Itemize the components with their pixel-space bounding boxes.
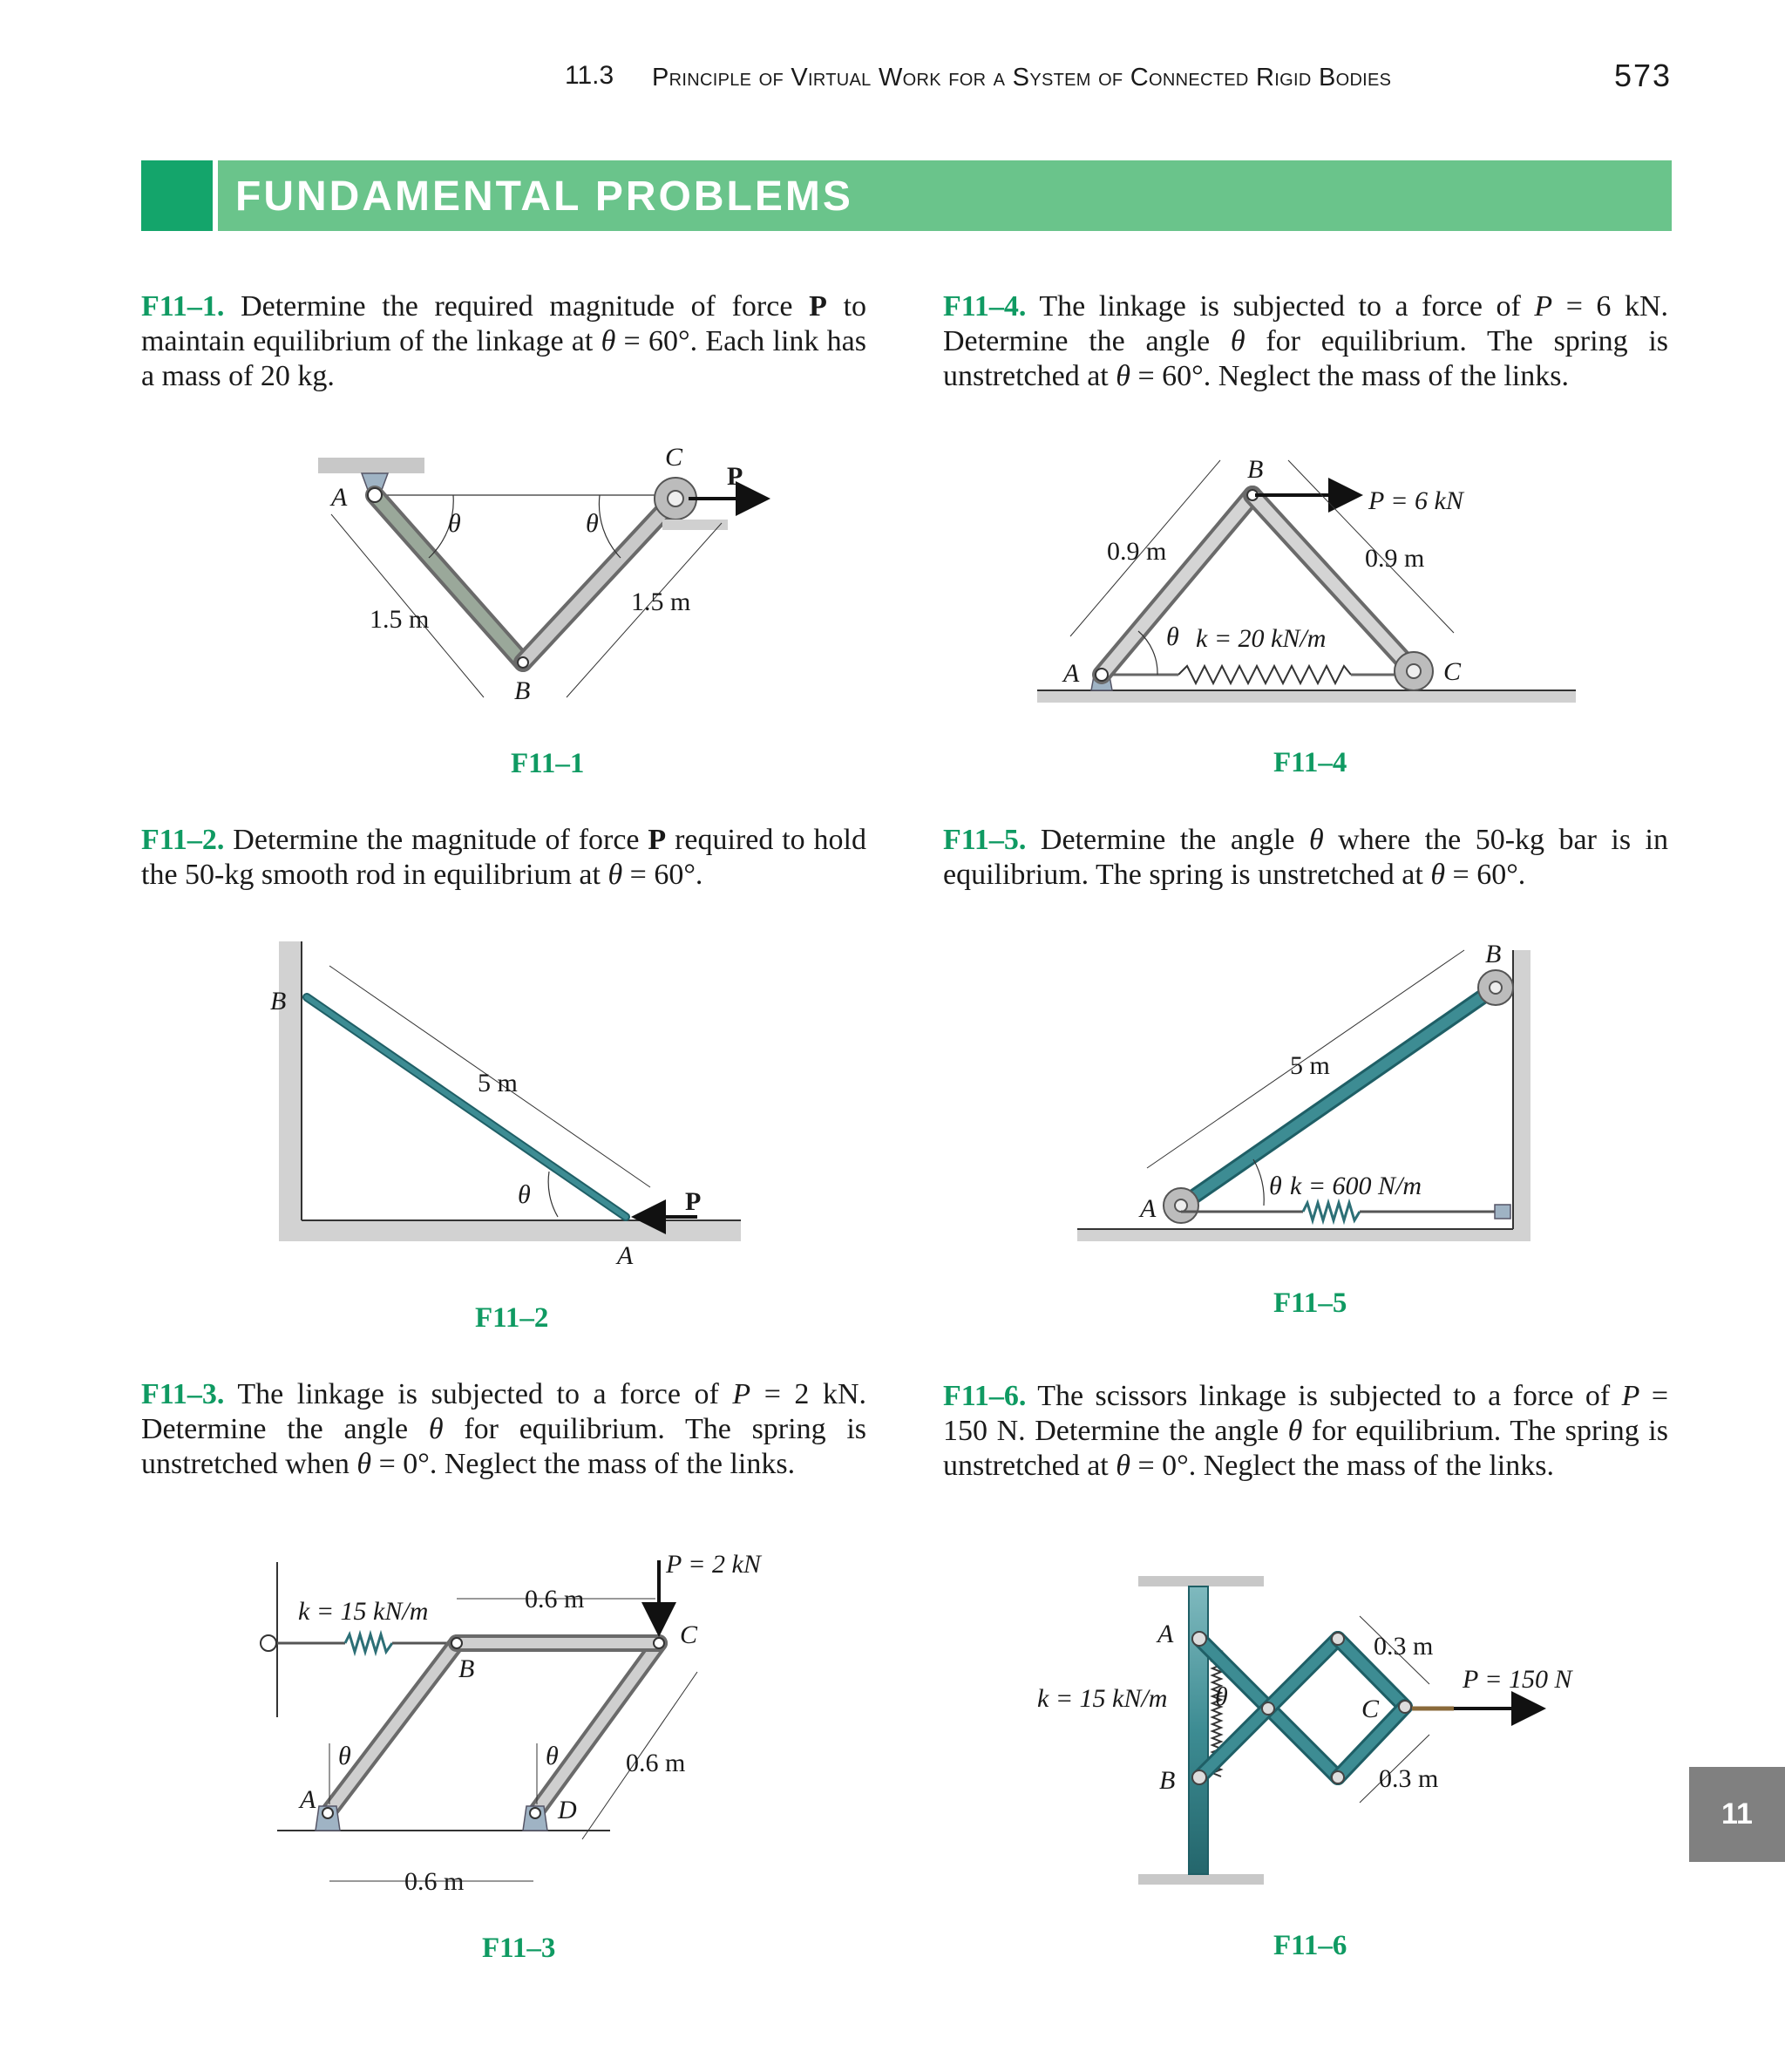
problem-text: The linkage is subjected to a force of P = 6 kN. Determine the angle θ for equilibrium. The spring is unstretched at θ = 60°. Neglect the mass of the links.: [943, 290, 1669, 392]
label-p: P: [685, 1187, 702, 1216]
label-length-bc: 0.9 m: [1365, 544, 1425, 573]
label-length-upper: 0.3 m: [1374, 1632, 1434, 1661]
spring: [345, 1634, 392, 1652]
label-b: B: [1247, 455, 1264, 484]
pin-c: [1399, 1701, 1411, 1713]
label-theta-right: θ: [586, 509, 599, 538]
angle-arc: [1253, 1159, 1264, 1206]
problem-text: Determine the angle θ where the 50-kg bar is in equilibrium. The spring is unstretched at θ = 60°.: [943, 824, 1669, 891]
problem-id: F11–6.: [943, 1380, 1027, 1412]
label-p: P: [727, 462, 743, 491]
label-top-length: 0.6 m: [525, 1585, 585, 1613]
problem-text: The scissors linkage is subjected to a force of P = 150 N. Determine the angle θ for equilibrium. The spring is unstretched at θ = 0°. Neglect the mass of the links.: [943, 1380, 1668, 1482]
problem-id: F11–1.: [141, 290, 225, 323]
pin-b: [1192, 1770, 1206, 1784]
problem-id: F11–2.: [141, 824, 225, 856]
problem-text: Determine the magnitude of force P required to hold the 50-kg smooth rod in equilibrium at θ = 60°.: [141, 824, 866, 891]
spring: [1178, 666, 1351, 683]
problem-text: The linkage is subjected to a force of P = 2 kN. Determine the angle θ for equilibrium. The spring is unstretched when θ = 0°. Neglect the mass of the links.: [141, 1378, 867, 1480]
banner-title: FUNDAMENTAL PROBLEMS: [235, 173, 853, 220]
problem-id: F11–5.: [943, 824, 1027, 856]
section-number: 11.3: [565, 61, 614, 90]
label-p: P = 2 kN: [666, 1550, 761, 1579]
label-theta-left: θ: [448, 509, 461, 538]
pin-a: [1192, 1632, 1206, 1646]
label-bottom-length: 0.6 m: [404, 1867, 465, 1896]
section-title: Principle of Virtual Work for a System of Connected Rigid Bodies: [652, 64, 1392, 92]
label-c: C: [1443, 657, 1462, 686]
figure-label-f11-3: F11–3: [482, 1933, 556, 1964]
label-length-bc: 1.5 m: [631, 588, 691, 616]
figure-label-f11-2: F11–2: [475, 1302, 549, 1334]
angle-arc: [548, 1172, 558, 1217]
pin-center: [1262, 1702, 1274, 1715]
figure-f11-5: [1077, 940, 1530, 1241]
figure-f11-6: [1037, 1576, 1574, 1885]
label-a: A: [1063, 659, 1080, 688]
page-number: 573: [1614, 58, 1673, 93]
label-right-length: 0.6 m: [626, 1749, 686, 1777]
label-c: C: [665, 443, 683, 472]
pin-upper: [1332, 1633, 1344, 1645]
label-length-lower: 0.3 m: [1379, 1764, 1439, 1793]
label-theta: θ: [1166, 622, 1179, 651]
label-p: P = 6 kN: [1368, 486, 1463, 515]
label-spring-k: k = 15 kN/m: [298, 1597, 429, 1626]
guide-shaft: [1189, 1586, 1208, 1874]
pin-a: [368, 488, 382, 502]
label-a: A: [331, 483, 348, 512]
figure-label-f11-1: F11–1: [511, 748, 585, 779]
ground: [1037, 690, 1576, 703]
label-spring-k: k = 15 kN/m: [1037, 1684, 1168, 1713]
label-theta: θ: [518, 1180, 531, 1209]
label-spring-k: k = 600 N/m: [1290, 1172, 1422, 1200]
label-theta: θ: [1215, 1682, 1228, 1711]
chapter-tab: 11: [1689, 1767, 1785, 1862]
top-plate: [1138, 1576, 1264, 1586]
label-theta-right: θ: [546, 1742, 559, 1770]
label-a: A: [1157, 1620, 1174, 1648]
pin-b: [518, 657, 528, 668]
problem-id: F11–3.: [141, 1378, 225, 1410]
spring-anchor: [1495, 1205, 1510, 1219]
label-b: B: [514, 676, 531, 705]
problem-text: Determine the required magnitude of force P to maintain equilibrium of the linkage at θ = 60°. Each link has a mass of 20 kg.: [141, 290, 867, 392]
label-p: P = 150 N: [1463, 1665, 1572, 1694]
label-c: C: [1361, 1695, 1380, 1723]
label-theta-left: θ: [338, 1742, 351, 1770]
wall-pin: [261, 1635, 276, 1651]
label-a: A: [617, 1241, 634, 1270]
label-theta: θ: [1269, 1172, 1282, 1200]
figure-f11-4: [1037, 455, 1576, 703]
pin-d: [530, 1808, 540, 1818]
pin-c: [654, 1638, 664, 1648]
spring: [1303, 1203, 1360, 1220]
label-length: 5 m: [478, 1069, 518, 1097]
label-spring-k: k = 20 kN/m: [1196, 624, 1327, 653]
bottom-plate: [1138, 1874, 1264, 1885]
label-a: A: [1140, 1194, 1157, 1223]
label-length-ab: 0.9 m: [1107, 537, 1167, 566]
label-b: B: [1485, 940, 1502, 968]
pin-b: [451, 1638, 462, 1648]
label-a: A: [300, 1785, 316, 1814]
label-length-ab: 1.5 m: [370, 605, 430, 634]
figure-f11-2: [270, 941, 741, 1270]
label-b: B: [270, 987, 287, 1016]
figure-label-f11-6: F11–6: [1273, 1930, 1347, 1961]
pin-a: [1096, 669, 1108, 681]
figure-label-f11-5: F11–5: [1273, 1287, 1347, 1319]
pin-a: [322, 1808, 333, 1818]
figure-f11-3: [261, 1550, 763, 1896]
label-length: 5 m: [1290, 1051, 1330, 1080]
roller-track: [662, 520, 728, 530]
ceiling-support: [318, 458, 424, 473]
label-b: B: [458, 1654, 475, 1683]
label-d: D: [558, 1796, 577, 1824]
figure-f11-1: [318, 443, 767, 705]
label-c: C: [680, 1620, 698, 1649]
label-b: B: [1159, 1766, 1176, 1795]
pin-lower: [1332, 1771, 1344, 1783]
problem-id: F11–4.: [943, 290, 1027, 323]
figure-label-f11-4: F11–4: [1273, 747, 1347, 778]
